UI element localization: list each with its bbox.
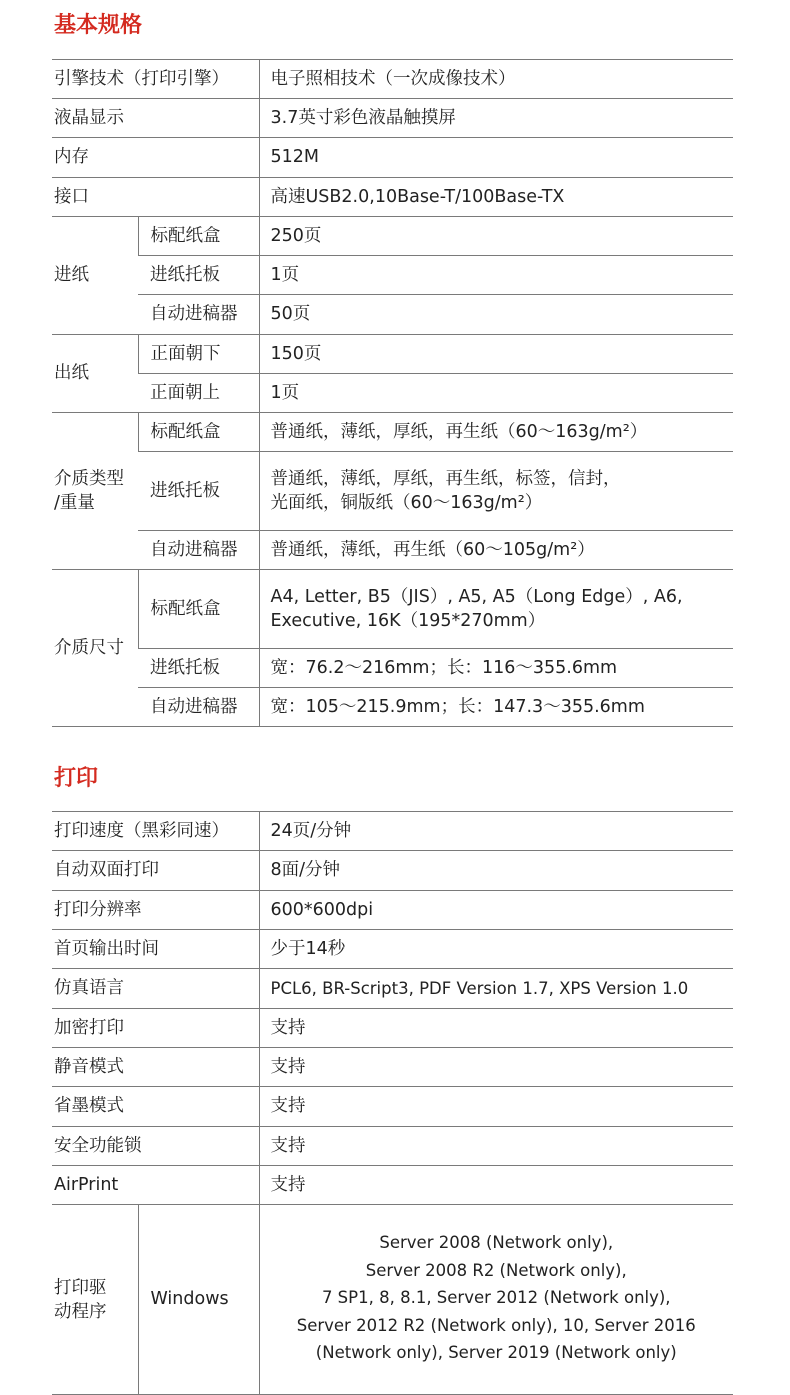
sub-label: 自动进稿器 — [138, 295, 259, 335]
table-row — [52, 335, 733, 374]
spec-label: 液晶显示 — [52, 99, 259, 138]
spec-label: 打印速度（黑彩同速） — [52, 812, 259, 851]
table-row — [52, 969, 733, 1009]
spec-value — [259, 570, 733, 649]
spec-value-line: 普通纸，薄纸，厚纸，再生纸，标签，信封， — [270, 469, 621, 489]
table-row — [52, 688, 733, 727]
table-row — [52, 1127, 733, 1166]
spec-label: 仿真语言 — [52, 969, 259, 1009]
spec-value: 宽：105～215.9mm；长：147.3～355.6mm — [259, 688, 733, 727]
table-row — [52, 295, 733, 335]
group-label-media-size: 介质尺寸 — [52, 570, 138, 727]
spec-value: 支持 — [259, 1048, 733, 1087]
table-row — [52, 531, 733, 570]
spec-value: 50页 — [259, 295, 733, 335]
driver-os-line: Server 2008 R2 (Network only), — [365, 1260, 627, 1280]
group-label-print-driver — [52, 1205, 138, 1395]
table-row — [52, 138, 733, 178]
spec-value — [259, 452, 733, 531]
sub-label: 正面朝下 — [138, 335, 259, 374]
spec-value: 支持 — [259, 1166, 733, 1205]
spec-value: 电子照相技术（一次成像技术） — [259, 60, 733, 99]
group-label-line: 动程序 — [54, 1301, 107, 1322]
sub-label: 自动进稿器 — [138, 531, 259, 570]
sub-label: 标配纸盒 — [138, 217, 259, 256]
spec-value: 8面/分钟 — [259, 851, 733, 891]
spec-value: 宽：76.2～216mm；长：116～355.6mm — [259, 649, 733, 688]
sub-label: 标配纸盒 — [138, 413, 259, 452]
spec-value: PCL6, BR-Script3, PDF Version 1.7, XPS Version 1.0 — [259, 969, 733, 1009]
spec-value: 支持 — [259, 1009, 733, 1048]
table-row — [52, 374, 733, 413]
group-label-line: /重量 — [54, 493, 95, 513]
spec-value: 支持 — [259, 1127, 733, 1166]
spec-label: 首页输出时间 — [52, 930, 259, 969]
table-row — [52, 60, 733, 99]
table-row — [52, 891, 733, 930]
spec-label: 接口 — [52, 178, 259, 217]
table-row — [52, 256, 733, 295]
table-row — [52, 812, 733, 851]
driver-os-line: 7 SP1, 8, 8.1, Server 2012 (Network only), — [321, 1288, 671, 1307]
spec-value: 1页 — [259, 374, 733, 413]
table-row — [52, 1166, 733, 1205]
table-row — [52, 1009, 733, 1048]
spec-value: 512M — [259, 138, 733, 178]
sub-label: 进纸托板 — [138, 649, 259, 688]
group-label-paper-input: 进纸 — [52, 217, 138, 335]
sub-label: 进纸托板 — [138, 256, 259, 295]
spec-value: 少于14秒 — [259, 930, 733, 969]
spec-value: 普通纸，薄纸，厚纸，再生纸（60～163g/m²） — [259, 413, 733, 452]
table-row — [52, 851, 733, 891]
group-label-media-type — [52, 413, 138, 570]
driver-os-line: Server 2008 (Network only), — [379, 1233, 614, 1252]
sub-label: 自动进稿器 — [138, 688, 259, 727]
spec-label: 内存 — [52, 138, 259, 178]
group-label-paper-output: 出纸 — [52, 335, 138, 413]
spec-value-line: 光面纸，铜版纸（60～163g/m²） — [270, 493, 543, 513]
spec-value: 普通纸，薄纸，再生纸（60～105g/m²） — [259, 531, 733, 570]
table-row — [52, 178, 733, 217]
driver-os-line: Server 2012 R2 (Network only), 10, Server 2016 — [296, 1315, 696, 1335]
spec-value: 250页 — [259, 217, 733, 256]
table-row — [52, 1205, 733, 1395]
spec-label: 打印分辨率 — [52, 891, 259, 930]
spec-label: 省墨模式 — [52, 1087, 259, 1127]
table-row — [52, 930, 733, 969]
spec-value-line: Executive, 16K（195*270mm） — [270, 611, 546, 631]
table-row — [52, 452, 733, 531]
sub-label-os: Windows — [138, 1205, 259, 1395]
spec-value: 1页 — [259, 256, 733, 295]
spec-value: 3.7英寸彩色液晶触摸屏 — [259, 99, 733, 138]
spec-value: 24页/分钟 — [259, 812, 733, 851]
spec-value: 150页 — [259, 335, 733, 374]
sub-label: 进纸托板 — [138, 452, 259, 531]
spec-label: 安全功能锁 — [52, 1127, 259, 1166]
spec-label: 静音模式 — [52, 1048, 259, 1087]
spec-label: 引擎技术（打印引擎） — [52, 60, 259, 99]
table-row — [52, 1087, 733, 1127]
section-title-basic-specs: 基本规格 — [54, 13, 143, 38]
spec-label: 自动双面打印 — [52, 851, 259, 891]
driver-os-list — [259, 1205, 733, 1395]
sub-label: 标配纸盒 — [138, 570, 259, 649]
table-row — [52, 413, 733, 452]
table-row — [52, 570, 733, 649]
group-label-line: 介质类型 — [54, 469, 124, 489]
driver-os-line: (Network only), Server 2019 (Network only) — [315, 1343, 677, 1362]
spec-value-line: A4, Letter, B5（JIS）, A5, A5（Long Edge）, A6, — [270, 587, 683, 607]
basic-specs-table — [52, 59, 733, 727]
spec-label: AirPrint — [52, 1166, 259, 1205]
table-row — [52, 217, 733, 256]
sub-label: 正面朝上 — [138, 374, 259, 413]
table-row — [52, 99, 733, 138]
spec-value: 支持 — [259, 1087, 733, 1127]
spec-value: 高速USB2.0,10Base-T/100Base-TX — [259, 178, 733, 217]
print-specs-table — [52, 811, 733, 1395]
table-row — [52, 649, 733, 688]
table-row — [52, 1048, 733, 1087]
group-label-line: 打印驱 — [54, 1277, 107, 1298]
section-title-print: 打印 — [54, 766, 99, 791]
spec-label: 加密打印 — [52, 1009, 259, 1048]
spec-value: 600*600dpi — [259, 891, 733, 930]
